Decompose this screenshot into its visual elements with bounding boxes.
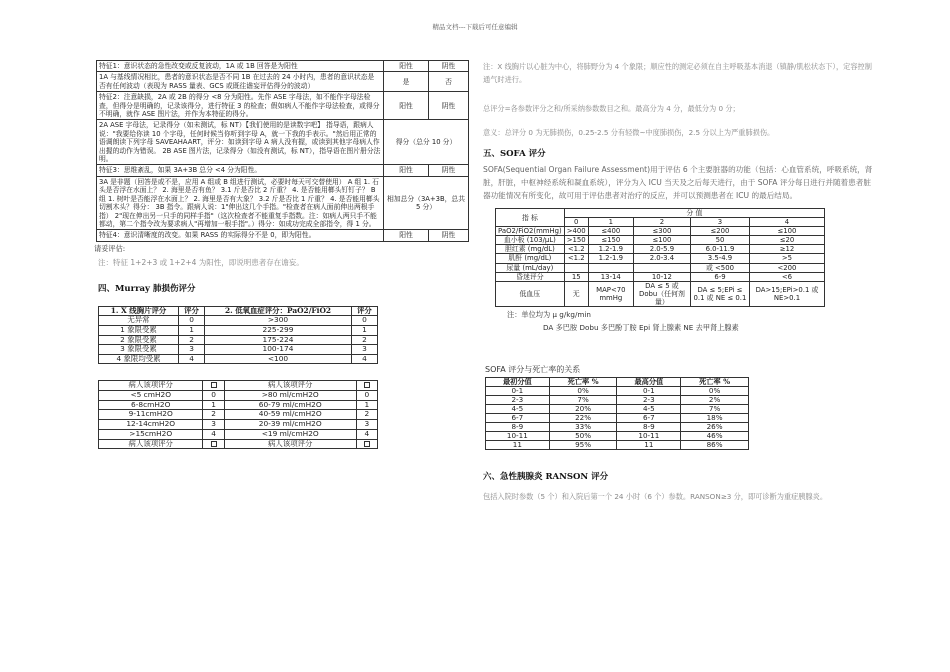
sofa-cell: 50 xyxy=(690,236,749,245)
mortality-header: 最初分值 xyxy=(486,378,550,387)
criteria-text: 2A ASE 字母法，记录得分（如未测试，标 NT）【我们使用的是读数字吧】 指导语，跟病人说："我要给你读 10 个字母，任何时候当你听到字母 A，就一下我的手表示。"然后用正常的语调朗读下列字母 SAVEAHAART，评分：如读到字母 A 病人没有握，或读到其他字母病人作出握的动作为错误。 2B ASE 图片法，记录得分（如没有测试，标 NT），指导语在图片册分法明。 xyxy=(97,120,384,165)
sofa-row xyxy=(496,245,825,254)
peep-cell: 病人该项评分 xyxy=(224,439,356,449)
checkbox[interactable] xyxy=(364,382,370,388)
sofa-cell: <200 xyxy=(749,263,824,272)
criteria-positive: 阳性 xyxy=(384,230,429,241)
criteria-score: 相加总分（3A+3B，总共 5 分） xyxy=(384,176,469,229)
total-score-text: 总评分=各参数评分之和/所采纳参数数目之和。最高分为 4 分，最低分为 0 分； xyxy=(483,104,740,113)
murray-cell: 1 xyxy=(178,325,204,335)
sofa-cell: 6.0-11.9 xyxy=(690,245,749,254)
murray-cell: >300 xyxy=(205,316,352,326)
murray-cell: 100-174 xyxy=(205,345,352,355)
mortality-cell: 2-3 xyxy=(486,396,550,405)
murray-note: 注：X 线胸片以心脏为中心，将肺野分为 4 个象限；顺应性的测定必须在自主呼吸基本消退（镇静/肌松状态下），定容控制通气时进行。 xyxy=(483,62,872,84)
sofa-cell: 6-9 xyxy=(690,272,749,281)
sofa-cell: 3.5-4.9 xyxy=(690,254,749,263)
sofa-cell: 2.0-5.9 xyxy=(633,245,690,254)
murray-cell: 225-299 xyxy=(205,325,352,335)
mortality-cell: 4-5 xyxy=(617,405,681,414)
peep-footer-row xyxy=(99,439,378,449)
peep-cell: >15cmH2O xyxy=(99,429,203,439)
sofa-row xyxy=(496,281,825,306)
murray-cell: 2 xyxy=(178,335,204,345)
meaning-text: 意义：总评分 0 为无肺损伤，0.25-2.5 分有轻微~中度肺损伤，2.5 分以上为严重肺损伤。 xyxy=(483,128,775,137)
criteria-negative: 阴性 xyxy=(429,61,469,72)
mortality-header: 死亡率 % xyxy=(681,378,749,387)
sofa-cell: 1.2-1.9 xyxy=(588,245,633,254)
criteria-text: 3A 是非题（回答是或不是，应用 A 组或 B 组进行测试，必要时每天可交替使用） A 组 1. 石头是否浮在水面上？ 2. 海里是否有鱼？ 3.1 斤是否比 2 斤重？ 4. 是否能用榔头钉钉子？ B 组 1. 树叶是否能浮在水面上？ 2. 海里是否有大象？ 3.2 斤是否比 1 斤重？ 4. 是否能用榔头切割木头？得分： 3B 指令。跟病人说：1"伸出这几个手指。"检查者在病人面前伸出两根手指） 2"现在伸出另一只手的同样手指"（这次检查者不能重复手指数。注：如病人两只手不能都动，第二个指令改为要求病人"再增加一根手指"。）得分：如成功完成全部指令，得 1 分。 xyxy=(97,176,384,229)
criteria-text: 特征1：意识状态的急性改变或反复波动，1A 或 1B 回答是为阳性 xyxy=(97,61,384,72)
peep-row xyxy=(99,390,378,400)
criteria-row xyxy=(97,92,469,120)
sofa-label: 尿量 (mL/day) xyxy=(496,263,565,272)
murray-cell: <100 xyxy=(205,354,352,364)
sofa-label: PaO2/FiO2(mmHg) xyxy=(496,227,565,236)
peep-cell: 1 xyxy=(356,400,377,410)
mortality-cell: 11 xyxy=(617,441,681,450)
page-header: 精品文档---下载后可任意编辑 xyxy=(432,23,518,31)
mortality-cell: 0% xyxy=(549,387,617,396)
mortality-cell: 8-9 xyxy=(617,423,681,432)
peep-cell: 3 xyxy=(203,420,224,430)
peep-cell: 6-8cmH2O xyxy=(99,400,203,410)
delirium-criteria-table xyxy=(96,60,469,242)
mortality-cell: 7% xyxy=(681,405,749,414)
mortality-cell: 20% xyxy=(549,405,617,414)
criteria-negative: 阴性 xyxy=(429,230,469,241)
peep-table xyxy=(98,380,378,449)
criteria-negative: 阴性 xyxy=(429,92,469,120)
murray-cell: 1 xyxy=(351,325,377,335)
sofa-header-row xyxy=(496,209,825,218)
sofa-cell: ≤20 xyxy=(749,236,824,245)
mortality-cell: 10-11 xyxy=(486,432,550,441)
murray-cell: 175-224 xyxy=(205,335,352,345)
murray-header: 评分 xyxy=(178,306,204,316)
criteria-text: 1A 与基线情况相比，患者的意识状态是否不同 1B 在过去的 24 小时内，患者的意识状态是否有任何波动（表现为 RASS 量表、GCS 或既往谵妄评估得分的波动） xyxy=(97,72,384,92)
peep-cell: 2 xyxy=(356,410,377,420)
peep-row xyxy=(99,429,378,439)
peep-cell: <5 cmH2O xyxy=(99,390,203,400)
peep-cell: 病人该项评分 xyxy=(99,381,203,391)
sofa-row xyxy=(496,236,825,245)
criteria-text: 特征2：注意缺损，2A 或 2B 的得分 <8 分为阳性。先作 ASE 字母法，如不能作字母法检查，但得分是明确的，记录该得分，进行特征 3 的检查；假如病人不能作字母法检查，或得分不明确，就作 ASE 图片法，并作为本特征的得分。 xyxy=(97,92,384,120)
sofa-cell: 2.0-3.4 xyxy=(633,254,690,263)
criteria-row xyxy=(97,176,469,229)
peep-cell: 0 xyxy=(356,390,377,400)
mortality-cell: 0-1 xyxy=(617,387,681,396)
mortality-cell: 50% xyxy=(549,432,617,441)
murray-table xyxy=(98,306,378,365)
sofa-cell: >150 xyxy=(564,236,588,245)
sofa-cell: DA ≤ 5 或 Dobu（任何剂量） xyxy=(633,281,690,306)
sofa-cell: ≤100 xyxy=(749,227,824,236)
peep-row xyxy=(99,420,378,430)
mortality-cell: 95% xyxy=(549,441,617,450)
sofa-label: 胆红素 (mg/dL) xyxy=(496,245,565,254)
mortality-table xyxy=(485,377,749,450)
murray-row xyxy=(99,316,378,326)
murray-cell: 无异常 xyxy=(99,316,179,326)
sofa-row xyxy=(496,263,825,272)
murray-row xyxy=(99,325,378,335)
right-column xyxy=(483,60,878,503)
sofa-cell xyxy=(633,263,690,272)
murray-cell: 4 xyxy=(351,354,377,364)
peep-cell: <19 ml/cmH2O xyxy=(224,429,356,439)
sofa-label: 昏迷评分 xyxy=(496,272,565,281)
sofa-label: 肌酐 (mg/dL) xyxy=(496,254,565,263)
criteria-row xyxy=(97,61,469,72)
mortality-cell: 2% xyxy=(681,396,749,405)
sofa-abbreviations: DA 多巴胺 Dobu 多巴酚丁胺 Epi 肾上腺素 NE 去甲肾上腺素 xyxy=(543,323,739,333)
sofa-row xyxy=(496,227,825,236)
ranson-title: 六、急性胰腺炎 RANSON 评分 xyxy=(483,472,609,483)
sofa-score-header: 分 值 xyxy=(564,209,824,218)
sofa-description: SOFA(Sequential Organ Failure Assessment)用于评估 6 个主要脏器的功能（包括：心血管系统，呼吸系统，肾脏，肝脏，中枢神经系统和凝血系统），评分为入 ICU 当天及之后每天进行，由于 SOFA 评分每日进行并随着患者脏器功能情况有所变化，故可用于评估患者对治疗的反应，并可以预测患者在 ICU 的最后结局。 xyxy=(483,165,873,200)
signer-label: 请妥评估: xyxy=(94,244,126,253)
criteria-positive: 阳性 xyxy=(384,61,429,72)
mortality-cell: 6-7 xyxy=(486,414,550,423)
checkbox[interactable] xyxy=(211,441,217,447)
mortality-cell: 7% xyxy=(549,396,617,405)
mortality-cell: 11 xyxy=(486,441,550,450)
sofa-cell: ≥12 xyxy=(749,245,824,254)
criteria-row xyxy=(97,165,469,176)
sofa-score: 1 xyxy=(588,218,633,227)
sofa-cell: ≤200 xyxy=(690,227,749,236)
mortality-cell: 26% xyxy=(681,423,749,432)
sofa-cell: 或 <500 xyxy=(690,263,749,272)
sofa-cell: >400 xyxy=(564,227,588,236)
murray-cell: 3 xyxy=(351,345,377,355)
sofa-row xyxy=(496,254,825,263)
peep-cell: 4 xyxy=(203,429,224,439)
mortality-cell: 8-9 xyxy=(486,423,550,432)
peep-cell: 病人该项评分 xyxy=(99,439,203,449)
sofa-cell xyxy=(564,263,588,272)
criteria-score: 得分（总分 10 分） xyxy=(384,120,469,165)
mortality-cell: 46% xyxy=(681,432,749,441)
murray-cell: 2 象限受累 xyxy=(99,335,179,345)
checkbox[interactable] xyxy=(364,441,370,447)
mortality-cell: 0-1 xyxy=(486,387,550,396)
sofa-units: 注：单位均为 μ g/kg/min xyxy=(507,310,591,320)
sofa-cell: 1.2-1.9 xyxy=(588,254,633,263)
sofa-cell: DA>15;EPi>0.1 或 NE>0.1 xyxy=(749,281,824,306)
criteria-positive: 是 xyxy=(384,72,429,92)
murray-title: 四、Murray 肺损伤评分 xyxy=(98,283,196,294)
sofa-title: 五、SOFA 评分 xyxy=(483,149,546,159)
criteria-negative: 否 xyxy=(429,72,469,92)
criteria-positive: 阳性 xyxy=(384,165,429,176)
peep-cell: 0 xyxy=(203,390,224,400)
sofa-indicator-header: 指 标 xyxy=(496,209,565,227)
murray-cell: 1 象限受累 xyxy=(99,325,179,335)
sofa-table xyxy=(495,208,825,307)
sofa-cell: 10-12 xyxy=(633,272,690,281)
murray-cell: 4 象限均受累 xyxy=(99,354,179,364)
sofa-cell: <6 xyxy=(749,272,824,281)
sofa-score: 0 xyxy=(564,218,588,227)
checkbox-cell xyxy=(356,439,377,449)
mortality-title: SOFA 评分与死亡率的关系 xyxy=(485,365,581,375)
peep-cell: 12-14cmH2O xyxy=(99,420,203,430)
criteria-positive: 阳性 xyxy=(384,92,429,120)
murray-row xyxy=(99,354,378,364)
sofa-cell: DA ≤ 5;EPi ≤ 0.1 或 NE ≤ 0.1 xyxy=(690,281,749,306)
checkbox-cell xyxy=(203,439,224,449)
mortality-cell: 33% xyxy=(549,423,617,432)
murray-header: 2. 低氧血症评分：PaO2/FiO2 xyxy=(205,306,352,316)
sofa-cell: 15 xyxy=(564,272,588,281)
mortality-row xyxy=(486,441,749,450)
murray-cell: 3 象限受累 xyxy=(99,345,179,355)
peep-cell: 20-39 ml/cmH2O xyxy=(224,420,356,430)
mortality-header: 死亡率 % xyxy=(549,378,617,387)
sofa-row xyxy=(496,272,825,281)
sofa-label: 血小板 (103/μL) xyxy=(496,236,565,245)
delirium-note: 注：特征 1+2+3 或 1+2+4 为阳性，即说明患者存在谵妄。 xyxy=(98,257,304,267)
sofa-cell: 13-14 xyxy=(588,272,633,281)
murray-cell: 0 xyxy=(351,316,377,326)
sofa-score: 3 xyxy=(690,218,749,227)
murray-cell: 2 xyxy=(351,335,377,345)
criteria-row xyxy=(97,230,469,241)
murray-row xyxy=(99,345,378,355)
peep-cell: >80 ml/cmH2O xyxy=(224,390,356,400)
sofa-cell: >5 xyxy=(749,254,824,263)
mortality-header: 最高分值 xyxy=(617,378,681,387)
left-column xyxy=(94,60,473,449)
murray-cell: 0 xyxy=(178,316,204,326)
sofa-cell: 无 xyxy=(564,281,588,306)
murray-cell: 4 xyxy=(178,354,204,364)
peep-cell: 病人该项评分 xyxy=(224,381,356,391)
murray-header: 评分 xyxy=(351,306,377,316)
sofa-cell: ≤300 xyxy=(633,227,690,236)
sofa-score: 2 xyxy=(633,218,690,227)
mortality-cell: 18% xyxy=(681,414,749,423)
peep-cell: 40-59 ml/cmH2O xyxy=(224,410,356,420)
criteria-row xyxy=(97,120,469,165)
sofa-label: 低血压 xyxy=(496,281,565,306)
mortality-cell: 4-5 xyxy=(486,405,550,414)
mortality-cell: 0% xyxy=(681,387,749,396)
criteria-text: 特征4：意识清晰度的改变。如果 RASS 的实际得分不是 0，即为阳性。 xyxy=(97,230,384,241)
sofa-cell xyxy=(588,263,633,272)
murray-cell: 3 xyxy=(178,345,204,355)
mortality-cell: 6-7 xyxy=(617,414,681,423)
ranson-description: 包括入院时参数（5 个）和入院后第一个 24 小时（6 个）参数。RANSON≥3 分，即可诊断为重症胰腺炎。 xyxy=(483,492,828,502)
sofa-cell: ≤100 xyxy=(633,236,690,245)
criteria-negative: 阴性 xyxy=(429,165,469,176)
mortality-cell: 22% xyxy=(549,414,617,423)
peep-cell: 2 xyxy=(203,410,224,420)
sofa-cell: ≤400 xyxy=(588,227,633,236)
checkbox[interactable] xyxy=(211,382,217,388)
peep-cell: 9-11cmH2O xyxy=(99,410,203,420)
sofa-cell: <1.2 xyxy=(564,245,588,254)
peep-cell: 1 xyxy=(203,400,224,410)
peep-cell: 60-79 ml/cmH2O xyxy=(224,400,356,410)
peep-cell: 3 xyxy=(356,420,377,430)
mortality-cell: 10-11 xyxy=(617,432,681,441)
mortality-cell: 86% xyxy=(681,441,749,450)
peep-cell: 4 xyxy=(356,429,377,439)
murray-header: 1. X 线胸片评分 xyxy=(99,306,179,316)
criteria-row xyxy=(97,72,469,92)
sofa-cell: ≤150 xyxy=(588,236,633,245)
criteria-text: 特征3：思维紊乱，如果 3A+3B 总分 <4 分为阳性。 xyxy=(97,165,384,176)
sofa-score: 4 xyxy=(749,218,824,227)
sofa-cell: MAP<70 mmHg xyxy=(588,281,633,306)
sofa-cell: <1.2 xyxy=(564,254,588,263)
mortality-cell: 2-3 xyxy=(617,396,681,405)
